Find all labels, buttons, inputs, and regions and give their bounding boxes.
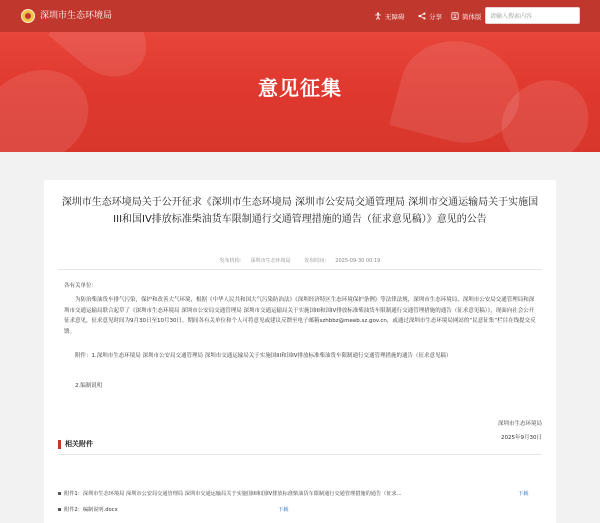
emblem-logo-icon[interactable]: [21, 9, 35, 23]
share-icon: [418, 12, 426, 20]
language-icon: [451, 12, 459, 20]
article-title: 深圳市生态环境局关于公开征求《深圳市生态环境局 深圳市公安局交通管理局 深圳市交通运输局关于实施国III和国IV排放标准柴油货车限制通行交通管理措施的通告（征求意见稿）》意见的公告: [61, 197, 539, 225]
search-box: [485, 7, 580, 24]
source-label: 发布机构：: [219, 258, 245, 264]
accessibility-icon: [374, 12, 382, 20]
related-title: 相关附件: [65, 440, 93, 448]
related-accent-bar: [58, 440, 61, 449]
search-input[interactable]: [490, 10, 570, 22]
banner: [0, 32, 600, 152]
attachment-row: [58, 506, 542, 516]
greeting: 各有关单位：: [64, 283, 98, 289]
download-link[interactable]: 下载: [518, 491, 529, 497]
main-paragraph: 为防治柴油货车排气污染，保护和改善大气环境，根据《中华人民共和国大气污染防治法》《深圳经济特区生态环境保护条例》等法律法规，深圳市生态环境局、深圳市公安局交通管理局和深圳市交通运输局联合起草了《深圳市生态环境局 深圳市公安局交通管理局 深圳市交通运输局关于实施国III和国IV排放标准柴油货车限制通行交通管理措施的通告（征求意见稿）》，现面向社会公开征求意见，征求意见时间为9月30日至10月30日。期间各有关单位和个人可将意见或建议反馈至电子邮箱szhbbz@meeb.sz.gov.cn，或通过深圳市生态环境局网站的“民意征集”栏目在线提交反馈。: [64, 297, 536, 335]
attachment-name[interactable]: 附件1：深圳市生态环境局 深圳市公安局交通管理局 深圳市交通运输局关于实施国III和国IV排放标准柴油货车限制通行交通管理措施的通告（征求...: [64, 491, 402, 497]
share-button[interactable]: [418, 9, 442, 23]
language-label: 简体版: [462, 12, 482, 21]
banner-title: 意见征集: [258, 76, 342, 100]
language-switch-button[interactable]: [451, 9, 482, 23]
signature-org: 深圳市生态环境局: [497, 421, 542, 427]
accessibility-label: 无障碍: [385, 12, 405, 21]
signature-date: 2025年9月30日: [501, 435, 542, 441]
attachments-intro: 附件：1.深圳市生态环境局 深圳市公安局交通管理局 深圳市交通运输局关于实施国III和国IV排放标准柴油货车限制通行交通管理措施的通告（征求意见稿）: [75, 353, 452, 359]
time-value: 2025-09-30 00:19: [335, 258, 381, 264]
share-label: 分享: [429, 12, 442, 21]
attachment-row: [58, 490, 542, 500]
related-divider: [58, 454, 542, 455]
article-meta: [44, 257, 556, 264]
article-card: [44, 180, 556, 523]
site-name[interactable]: 深圳市生态环境局: [40, 11, 113, 21]
time-label: 发布时间：: [304, 258, 330, 264]
attachment-name[interactable]: 附件2：编制说明.docx: [64, 507, 118, 513]
source-value: 深圳市生态环境局: [250, 258, 291, 264]
accessibility-button[interactable]: [374, 9, 405, 23]
attachments-second: 2.编制说明: [75, 383, 103, 389]
top-bar: [0, 0, 600, 32]
bullet-icon: [58, 492, 61, 495]
title-divider: [58, 269, 542, 270]
bullet-icon: [58, 508, 61, 511]
download-link[interactable]: 下载: [278, 507, 289, 513]
